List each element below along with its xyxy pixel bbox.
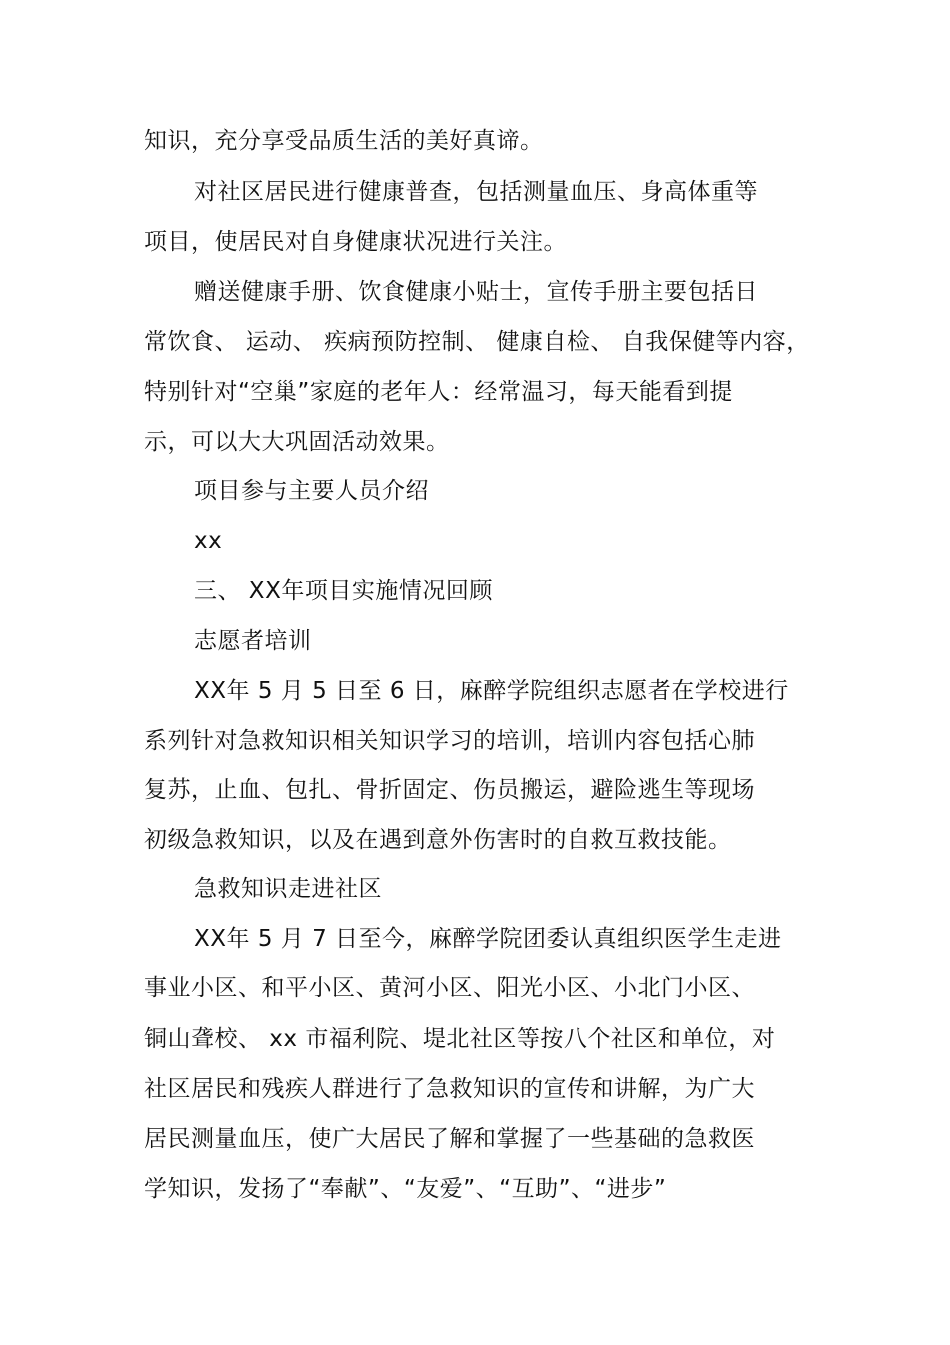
text-line: 社区居民和残疾人群进行了急救知识的宣传和讲解，为广大 xyxy=(144,1076,755,1102)
text-line: 事业小区、和平小区、黄河小区、阳光小区、小北门小区、 xyxy=(144,975,755,1001)
text-line: 初级急救知识，以及在遇到意外伤害时的自救互救技能。 xyxy=(144,827,732,853)
section-heading-review: 三、 XX年项目实施情况回顾 xyxy=(194,578,493,604)
paragraph-health-handbook: 赠送健康手册、饮食健康小贴士，宣传手册主要包括日 xyxy=(194,279,758,305)
paragraph-health-survey: 对社区居民进行健康普查，包括测量血压、身高体重等 xyxy=(194,179,758,205)
text-line: 常饮食、 运动、 疾病预防控制、 健康自检、 自我保健等内容， xyxy=(144,329,810,355)
text-line: 复苏，止血、包扎、骨折固定、伤员搬运，避险逃生等现场 xyxy=(144,777,755,803)
text-line: 知识，充分享受品质生活的美好真谛。 xyxy=(144,128,544,154)
paragraph-training: XX年 5 月 5 日至 6 日，麻醉学院组织志愿者在学校进行 xyxy=(194,678,789,704)
heading-volunteer-training: 志愿者培训 xyxy=(194,628,312,654)
text-line: 特别针对“空巢”家庭的老年人：经常温习，每天能看到提 xyxy=(144,379,733,405)
text-line: 项目，使居民对自身健康状况进行关注。 xyxy=(144,229,567,255)
text-line: 居民测量血压，使广大居民了解和掌握了一些基础的急救医 xyxy=(144,1126,755,1152)
heading-first-aid-community: 急救知识走进社区 xyxy=(194,876,382,902)
heading-project-members: 项目参与主要人员介绍 xyxy=(194,478,429,504)
text-line: 铜山聋校、 xx 市福利院、堤北社区等按八个社区和单位，对 xyxy=(144,1026,776,1052)
text-line: 示，可以大大巩固活动效果。 xyxy=(144,429,450,455)
paragraph-community: XX年 5 月 7 日至今，麻醉学院团委认真组织医学生走进 xyxy=(194,926,782,952)
text-line: 系列针对急救知识相关知识学习的培训，培训内容包括心肺 xyxy=(144,728,755,754)
text-line: 学知识，发扬了“奉献”、“友爱”、“互助”、“进步” xyxy=(144,1176,667,1202)
text-line: xx xyxy=(194,528,223,554)
